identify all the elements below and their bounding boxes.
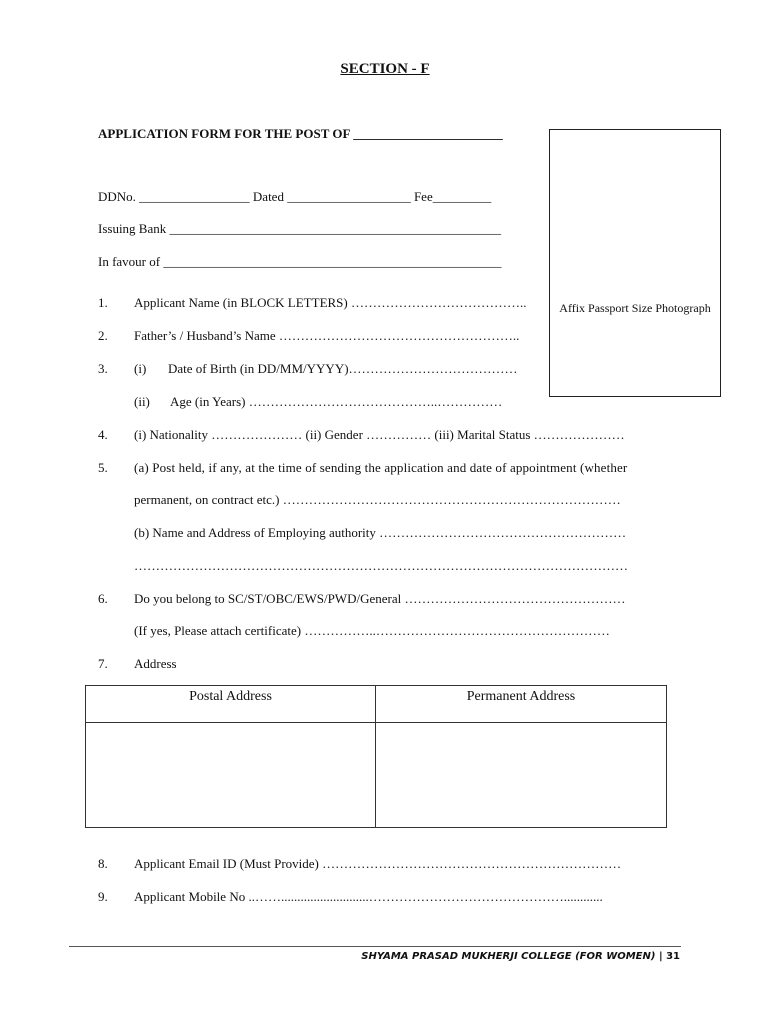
- page-footer: [361, 951, 680, 962]
- item-number: 5.: [98, 460, 108, 475]
- employing-authority-line: (b) Name and Address of Employing authority …………………………………………………: [134, 525, 627, 540]
- issuing-bank-line: Issuing Bank ___________________________________________________: [98, 221, 501, 236]
- employing-authority-line-continued: ……………………………………………………………………………………………………: [134, 558, 628, 573]
- page-number: 31: [666, 951, 680, 962]
- postal-address-header: Postal Address: [189, 689, 272, 704]
- applicant-name-line: Applicant Name (in BLOCK LETTERS) …………………………………..: [134, 295, 527, 310]
- item-number: 1.: [98, 295, 108, 310]
- dd-line: DDNo. _________________ Dated ___________________ Fee_________: [98, 189, 492, 204]
- certificate-note-line: (If yes, Please attach certificate) ……………..………………………………………………: [134, 623, 610, 638]
- section-title: SECTION - F: [340, 61, 430, 77]
- post-held-line: (a) Post held, if any, at the time of sending the application and date of appointment (whether: [134, 460, 628, 475]
- item-number: 9.: [98, 889, 108, 904]
- father-husband-name-line: Father’s / Husband’s Name ………………………………………………..: [134, 328, 520, 343]
- age-line: Age (in Years) ……………………………………..……………: [170, 394, 503, 409]
- photo-box: [549, 129, 721, 397]
- item-number: 8.: [98, 856, 108, 871]
- photo-box-label: Affix Passport Size Photograph: [559, 301, 711, 315]
- address-label: Address: [134, 656, 177, 671]
- sub-item-marker: (ii): [134, 394, 150, 409]
- item-number: 7.: [98, 656, 108, 671]
- in-favour-line: In favour of ____________________________________________________: [98, 254, 502, 269]
- category-line: Do you belong to SC/ST/OBC/EWS/PWD/General ……………………………………………: [134, 591, 626, 606]
- address-table: [85, 685, 667, 828]
- postal-address-field[interactable]: [86, 723, 375, 827]
- post-held-line-continued: permanent, on contract etc.) ……………………………………………………………………: [134, 492, 621, 507]
- item-number: 4.: [98, 427, 108, 442]
- item-number: 2.: [98, 328, 108, 343]
- item-number: 6.: [98, 591, 108, 606]
- item-number: 3.: [98, 361, 108, 376]
- date-of-birth-line: Date of Birth (in DD/MM/YYYY)…………………………………: [168, 361, 518, 376]
- permanent-address-field[interactable]: [376, 723, 666, 827]
- mobile-line: Applicant Mobile No ..……...........................………………………………………............: [134, 889, 603, 904]
- permanent-address-header: Permanent Address: [466, 689, 576, 704]
- email-line: Applicant Email ID (Must Provide) ……………………………………………………………: [134, 856, 622, 871]
- footer-divider: [69, 946, 681, 947]
- footer-separator: |: [658, 951, 663, 962]
- form-heading: APPLICATION FORM FOR THE POST OF _______________________: [98, 126, 503, 141]
- nationality-gender-status-line: (i) Nationality ………………… (ii) Gender …………… (iii) Marital Status …………………: [134, 427, 625, 442]
- sub-item-marker: (i): [134, 361, 147, 376]
- footer-college-name: SHYAMA PRASAD MUKHERJI COLLEGE (FOR WOMEN): [361, 951, 656, 962]
